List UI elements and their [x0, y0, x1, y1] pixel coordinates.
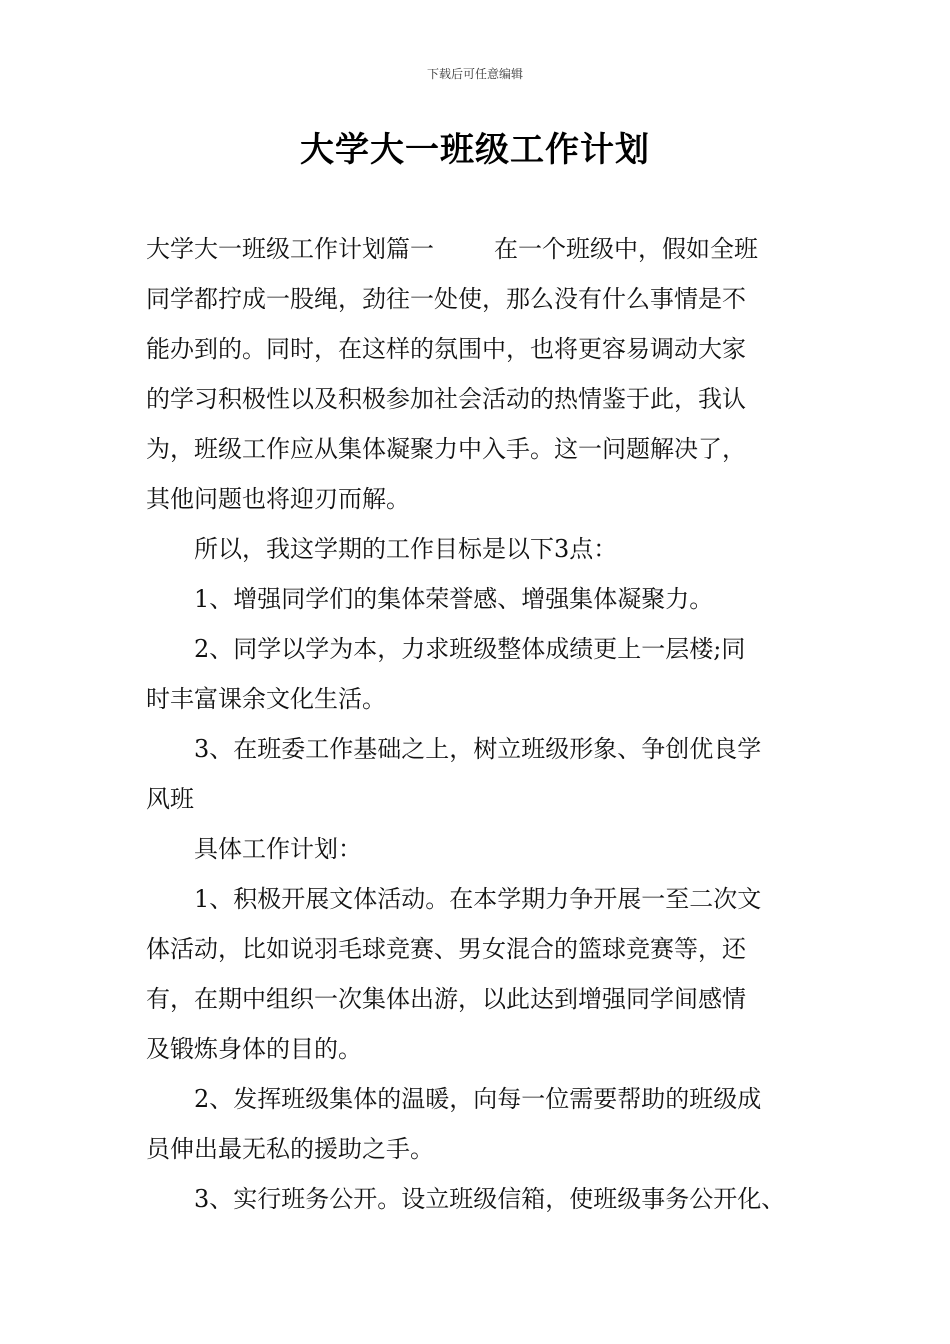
goal-item: 3、在班委工作基础之上，树立班级形象、争创优良学 [194, 735, 762, 763]
body-line [146, 224, 836, 274]
body-line: 风班 [146, 785, 194, 813]
header-note: 下载后可任意编辑 [426, 67, 523, 81]
body-line: 为，班级工作应从集体凝聚力中入手。这一问题解决了， [146, 435, 746, 463]
body-line: 其他问题也将迎刃而解。 [146, 485, 410, 513]
document-title: 大学大一班级工作计划 [300, 130, 650, 170]
body-line: 有，在期中组织一次集体出游，以此达到增强同学间感情 [146, 985, 746, 1013]
body-line: 体活动，比如说羽毛球竞赛、男女混合的篮球竞赛等，还 [146, 935, 746, 963]
body-line: 的学习积极性以及积极参加社会活动的热情鉴于此，我认 [146, 385, 746, 413]
body-line: 及锻炼身体的目的。 [146, 1035, 362, 1063]
subheading: 具体工作计划： [194, 835, 362, 863]
plan-item: 3、实行班务公开。设立班级信箱，使班级事务公开化、 [194, 1185, 786, 1213]
document-body [146, 224, 836, 1224]
body-text: 在一个班级中，假如全班 [494, 235, 758, 263]
body-line: 同学都拧成一股绳，劲往一处使，那么没有什么事情是不 [146, 285, 746, 313]
goal-item: 2、同学以学为本，力求班级整体成绩更上一层楼;同 [194, 635, 746, 663]
goal-item: 1、增强同学们的集体荣誉感、增强集体凝聚力。 [194, 585, 714, 613]
body-line: 能办到的。同时，在这样的氛围中，也将更容易调动大家 [146, 335, 746, 363]
plan-item: 1、积极开展文体活动。在本学期力争开展一至二次文 [194, 885, 762, 913]
section-heading: 大学大一班级工作计划篇一 [146, 235, 434, 263]
body-line: 所以，我这学期的工作目标是以下3点： [194, 535, 618, 563]
body-line: 员伸出最无私的援助之手。 [146, 1135, 434, 1163]
body-line: 时丰富课余文化生活。 [146, 685, 386, 713]
plan-item: 2、发挥班级集体的温暖，向每一位需要帮助的班级成 [194, 1085, 762, 1113]
